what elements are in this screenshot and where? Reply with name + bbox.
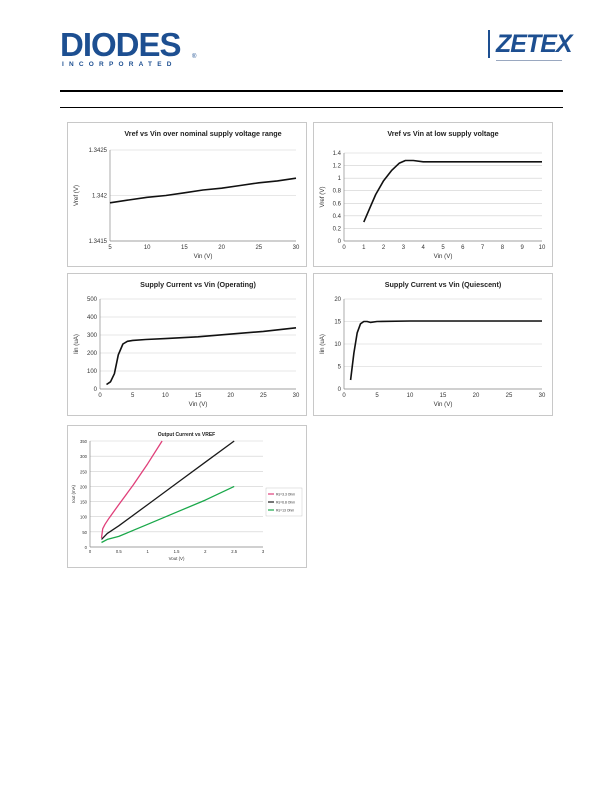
chart-panel-supply-current-operating [67, 273, 307, 416]
x-tick-label: 1 [362, 245, 366, 251]
y-tick-label: 100 [80, 514, 87, 520]
y-tick-label: 300 [80, 454, 87, 460]
x-axis-label: Vin (V) [193, 253, 213, 260]
y-tick-label: 100 [86, 369, 97, 375]
x-tick-label: 1.5 [173, 549, 180, 554]
x-tick-label: 30 [538, 393, 546, 399]
x-tick-label: 25 [255, 245, 263, 251]
x-tick-label: 25 [505, 393, 513, 399]
series-line [351, 321, 542, 380]
x-axis-label: Vin (V) [433, 401, 453, 408]
x-tick-label: 15 [181, 245, 188, 251]
chart-title: Vref vs Vin at low supply voltage [387, 129, 499, 138]
x-tick-label: 30 [292, 245, 300, 251]
y-tick-label: 1.3415 [88, 239, 107, 245]
y-axis-label: Iin (uA) [319, 334, 326, 354]
x-tick-label: 0 [98, 393, 102, 399]
x-tick-label: 10 [161, 393, 169, 399]
y-tick-label: 250 [80, 469, 87, 475]
x-tick-label: 0 [342, 393, 346, 399]
chart-title: Supply Current vs Vin (Quiescent) [384, 280, 502, 289]
y-tick-label: 0 [337, 239, 341, 245]
x-tick-label: 0 [342, 245, 346, 251]
y-tick-label: 5 [337, 364, 341, 371]
series-line [364, 161, 542, 223]
chart-panel-vref-nominal [67, 122, 307, 267]
diodes-logo-text: DIODES [60, 26, 181, 63]
y-tick-label: 200 [86, 351, 97, 357]
zetex-logo-text: ZETEX [496, 30, 572, 58]
x-tick-label: 2 [381, 245, 386, 251]
header-rule-bottom [60, 107, 563, 108]
y-tick-label: 15 [334, 319, 341, 326]
y-tick-label: 0 [337, 387, 341, 393]
x-tick-label: 2 [204, 549, 207, 554]
zetex-logo-underline [496, 60, 562, 61]
y-tick-label: 1 [337, 176, 341, 183]
y-tick-label: 1.342 [91, 193, 107, 200]
legend-entry: Rs=13 Ohm [276, 508, 295, 513]
legend-entry: Rs=3.3 Ohm [276, 492, 296, 497]
y-tick-label: 10 [334, 342, 341, 348]
x-tick-label: 9 [520, 245, 524, 251]
x-tick-label: 8 [500, 245, 505, 251]
y-axis-label: Vref (V) [319, 186, 326, 208]
y-tick-label: 300 [86, 333, 97, 339]
zetex-logo-bar [488, 30, 490, 58]
x-tick-label: 0.5 [115, 549, 122, 554]
x-tick-label: 20 [218, 245, 225, 251]
x-tick-label: 6 [461, 245, 465, 251]
y-tick-label: 20 [334, 297, 341, 303]
series-line-1 [102, 441, 235, 539]
series-line [110, 178, 296, 203]
x-tick-label: 5 [441, 245, 445, 251]
x-tick-label: 0 [88, 549, 92, 554]
series-line-0 [102, 441, 163, 538]
x-tick-label: 4 [421, 245, 425, 251]
x-tick-label: 20 [472, 393, 480, 399]
x-tick-label: 5 [375, 393, 379, 399]
x-tick-label: 20 [227, 393, 235, 399]
x-tick-label: 1 [146, 549, 149, 554]
y-tick-label: 200 [80, 484, 87, 490]
series-line [107, 328, 297, 385]
chart-svg [68, 426, 306, 567]
header-rule-top [60, 90, 563, 92]
x-tick-label: 3 [401, 245, 406, 251]
x-tick-label: 7 [480, 245, 485, 251]
x-tick-label: 25 [259, 393, 267, 399]
x-tick-label: 5 [130, 393, 135, 399]
x-axis-label: Vin (V) [433, 253, 453, 260]
series-line-2 [102, 486, 235, 542]
y-tick-label: 500 [86, 297, 97, 303]
chart-title: Output Current vs VREF [157, 432, 216, 438]
y-tick-label: 1.2 [332, 163, 341, 170]
chart-panel-supply-current-quiescent [313, 273, 553, 416]
chart-svg [314, 274, 552, 415]
chart-panel-vref-low-supply [313, 122, 553, 267]
chart-panel-output-current [67, 425, 307, 568]
y-tick-label: 0.2 [332, 226, 341, 233]
y-axis-label: Vref (V) [73, 184, 80, 207]
y-tick-label: 0.4 [332, 213, 341, 220]
chart-svg [314, 123, 552, 266]
x-tick-label: 10 [143, 245, 151, 251]
zetex-logo [488, 30, 572, 64]
x-tick-label: 3 [261, 549, 265, 554]
y-tick-label: 150 [80, 499, 87, 505]
y-tick-label: 1.3425 [88, 148, 107, 154]
chart-svg [68, 123, 306, 266]
y-axis-label: Iin (uA) [73, 334, 80, 354]
y-tick-label: 400 [86, 315, 97, 321]
y-axis-label: Iout (mA) [71, 484, 76, 504]
registered-mark: ® [192, 54, 197, 60]
chart-svg [68, 274, 306, 415]
x-tick-label: 15 [194, 393, 202, 399]
y-tick-label: 0.8 [332, 188, 341, 195]
x-tick-label: 5 [108, 245, 112, 251]
x-tick-label: 10 [538, 245, 546, 251]
chart-title: Supply Current vs Vin (Operating) [140, 280, 256, 289]
y-tick-label: 0.6 [332, 201, 341, 208]
chart-title: Vref vs Vin over nominal supply voltage range [124, 129, 282, 138]
y-tick-label: 0 [84, 545, 87, 550]
legend-entry: Rs=6.8 Ohm [276, 500, 296, 505]
x-tick-label: 15 [439, 393, 447, 399]
x-tick-label: 30 [292, 393, 300, 399]
x-tick-label: 2.5 [231, 549, 238, 554]
diodes-logo [60, 28, 200, 70]
diodes-logo-subtitle: INCORPORATED [62, 61, 177, 68]
y-tick-label: 350 [80, 439, 87, 444]
x-tick-label: 10 [406, 393, 414, 399]
x-axis-label: Vin (V) [188, 401, 208, 408]
y-tick-label: 50 [82, 529, 87, 535]
x-axis-label: Vout (V) [168, 556, 185, 561]
y-tick-label: 1.4 [332, 151, 341, 157]
y-tick-label: 0 [93, 387, 97, 393]
